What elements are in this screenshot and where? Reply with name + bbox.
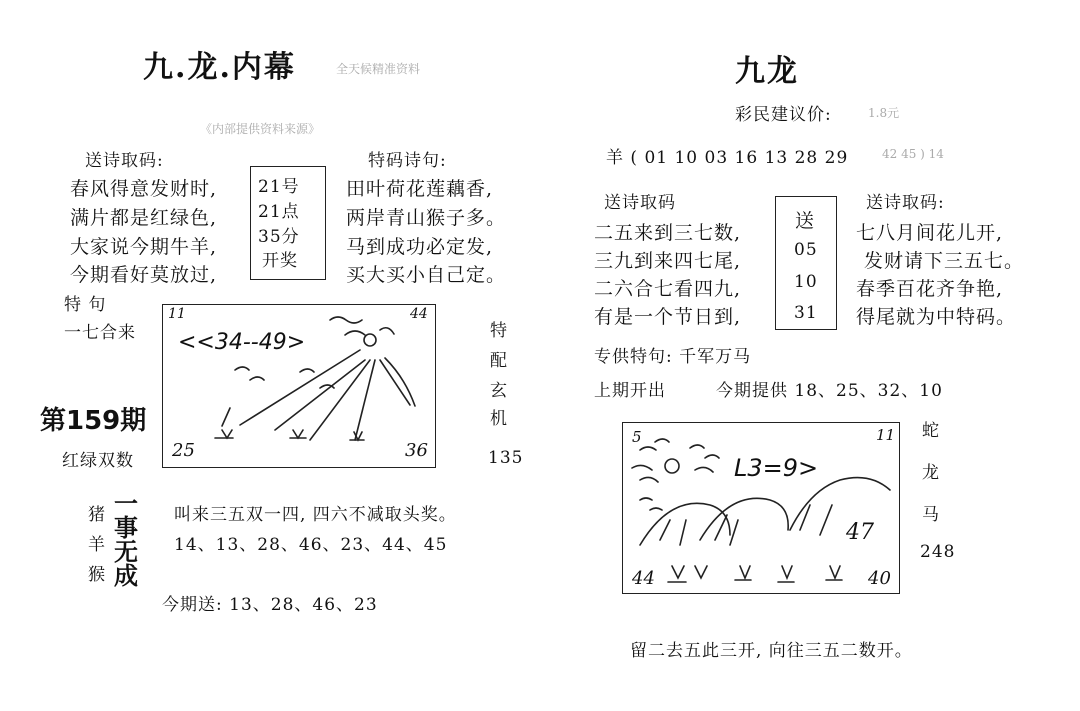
right-drawing-tr: 11 — [876, 426, 896, 444]
vertical-char: 马 — [922, 505, 940, 525]
right-drawing-mid: 47 — [846, 520, 874, 545]
poem-line: 三九到来四七尾, — [594, 250, 742, 272]
box-line: 35分 — [258, 227, 300, 247]
poem-line: 买大买小自己定。 — [346, 264, 507, 286]
poem-line: 七八月间花儿开, — [856, 222, 1004, 244]
poem-line: 大家说今期牛羊, — [70, 236, 218, 258]
right-drawing-bl: 44 — [632, 568, 655, 589]
poem-line: 马到成功必定发, — [346, 236, 494, 258]
left-right-number: 135 — [488, 448, 524, 468]
zodiac-char: 羊 — [88, 535, 106, 555]
poem-line: 满片都是红绿色, — [70, 207, 218, 229]
left-poem-header-right: 特码诗句: — [368, 151, 447, 171]
big-char: 事 — [114, 513, 138, 542]
zodiac-char: 猴 — [88, 565, 106, 585]
right-price-faint: 1.8元 — [868, 106, 900, 120]
box-line: 送 — [795, 210, 816, 232]
box-line: 21点 — [258, 202, 300, 222]
poem-line: 春风得意发财时, — [70, 178, 218, 200]
left-drawing-tr: 44 — [410, 306, 428, 322]
vertical-char: 玄 — [490, 381, 508, 401]
right-drawing-note: L3=9> — [734, 454, 819, 482]
right-header-left: 送诗取码 — [604, 193, 676, 213]
poem-line: 二五来到三七数, — [594, 222, 742, 244]
left-title: 九.龙.内幕 — [143, 50, 296, 85]
left-red-green: 红绿双数 — [62, 451, 134, 471]
box-line: 31 — [794, 303, 818, 323]
big-char: 无 — [114, 537, 138, 566]
right-sheep-faint: 42 45 ) 14 — [882, 147, 944, 161]
left-today-send: 今期送: 13、28、46、23 — [162, 595, 378, 615]
poem-line: 二六合七看四九, — [594, 278, 742, 300]
right-special-phrase: 专供特句: 千军万马 — [594, 347, 752, 367]
right-sheep-line: 羊 ( 01 10 03 16 13 28 29 — [606, 148, 849, 168]
right-bottom-verse: 留二去五此三开, 向往三五二数开。 — [630, 641, 913, 661]
vertical-char: 机 — [490, 409, 508, 429]
vertical-char: 配 — [490, 351, 508, 371]
box-line: 21号 — [258, 177, 300, 197]
issue-number: 第159期 — [40, 406, 147, 436]
left-special-label: 特 句 — [64, 295, 107, 315]
big-char: 成 — [114, 561, 138, 590]
right-right-number: 248 — [920, 542, 956, 562]
zodiac-char: 猪 — [88, 505, 106, 525]
vertical-char: 蛇 — [922, 421, 940, 441]
poem-line: 今期看好莫放过, — [70, 264, 218, 286]
poem-line: 得尾就为中特码。 — [856, 306, 1017, 328]
left-verse: 叫来三五双一四, 四六不减取头奖。 — [174, 505, 457, 525]
poem-line: 两岸青山猴子多。 — [346, 207, 507, 229]
right-drawing-tl: 5 — [632, 428, 642, 446]
poem-line: 田叶荷花莲藕香, — [346, 178, 494, 200]
vertical-char: 特 — [490, 321, 508, 341]
right-header-right: 送诗取码: — [866, 193, 945, 213]
left-drawing-br: 36 — [405, 440, 428, 461]
left-special-phrase: 一七合来 — [64, 323, 136, 343]
right-title: 九龙 — [735, 54, 799, 89]
left-numbers-line: 14、13、28、46、23、44、45 — [174, 535, 448, 555]
poem-line: 发财请下三五七。 — [864, 250, 1025, 272]
poem-line: 有是一个节日到, — [594, 306, 742, 328]
poem-line: 春季百花齐争艳, — [856, 278, 1004, 300]
right-price-label: 彩民建议价: — [735, 105, 832, 125]
right-offer: 今期提供 18、25、32、10 — [716, 381, 943, 401]
left-drawing-tl: 11 — [168, 306, 186, 322]
box-line: 10 — [794, 272, 818, 292]
box-line: 05 — [794, 240, 818, 260]
right-drawing-br: 40 — [868, 568, 891, 589]
right-last-period: 上期开出 — [594, 381, 666, 401]
vertical-char: 龙 — [922, 463, 940, 483]
big-char: 一 — [114, 489, 138, 518]
left-title-faint: 全天候精准资料 — [336, 62, 421, 76]
left-subtitle-faint: 《内部提供资料来源》 — [200, 122, 321, 136]
left-drawing-note: <<34--49> — [178, 330, 306, 355]
left-drawing-bl: 25 — [172, 440, 195, 461]
box-line: 开奖 — [262, 251, 298, 271]
left-poem-header-left: 送诗取码: — [85, 151, 164, 171]
